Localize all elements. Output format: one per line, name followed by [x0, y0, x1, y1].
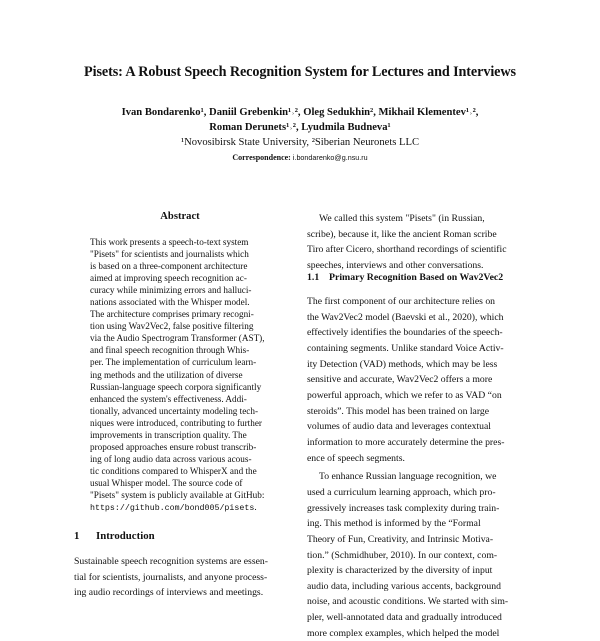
text-line: Sustainable speech recognition systems are essen- [74, 556, 268, 567]
text-line: Theory of Fun, Creativity, and Intrinsic Motiva- [307, 533, 494, 545]
right-column-paragraph-1 [307, 211, 533, 274]
section-number: 1 [74, 530, 80, 542]
period: . [254, 502, 257, 513]
github-link[interactable]: https://github.com/bond005/pisets [90, 504, 255, 514]
text-line: This work presents a speech-to-text system [90, 237, 249, 247]
abstract-heading: Abstract [160, 211, 200, 222]
correspondence-email: i.bondarenko@g.nsu.ru [292, 153, 368, 162]
text-line: audio data, including various accents, background [307, 580, 501, 592]
text-line: niques were introduced, contributing to further [90, 417, 262, 428]
text-line: We called this system "Pisets" (in Russian, [319, 213, 485, 224]
text-line: ing audio recordings of interviews and meetings. [74, 587, 264, 599]
text-line: aimed at improving speech recognition ac- [90, 273, 247, 284]
text-line: enhanced the system's effectiveness. Addi- [90, 393, 247, 404]
text-line: ing methods and the utilization of diverse [90, 369, 243, 380]
subsection-title: Primary Recognition Based on Wav2Vec2 [329, 272, 504, 283]
authors-line-1: Ivan Bondarenko¹, Daniil Grebenkin¹˒², Oleg Sedukhin², Mikhail Klementev¹˒², [121, 107, 479, 118]
text-line: Tiro after Cicero, shorthand recordings of scientific [307, 244, 507, 256]
text-line: "Pisets" for scientists and journalists which [90, 249, 249, 260]
text-line: effectively identifies the boundaries of the speech- [307, 327, 503, 339]
text-line: The first component of our architecture relies on [307, 296, 496, 307]
section-title: Introduction [96, 530, 155, 542]
text-line: the Wav2Vec2 model (Baevski et al., 2020), which [307, 311, 504, 323]
text-line: Russian-language speech corpora significantly [90, 381, 262, 392]
text-line: usual Whisper model. The source code of [90, 477, 243, 488]
text-line: "Pisets" system is publicly available at GitHub: [90, 489, 265, 500]
text-line: ing of long audio data across various acous- [90, 453, 252, 464]
text-line: improvements in transcription quality. The [90, 429, 247, 440]
text-line: sensitive and accurate, Wav2Vec2 offers a more [307, 374, 493, 386]
text-line: per. The implementation of curriculum learn- [90, 357, 257, 368]
text-line: tial for scientists, journalists, and anyone process- [74, 571, 268, 583]
text-line: is based on a three-component architecture [90, 261, 248, 272]
text-line: nations associated with the Whisper model. [90, 297, 250, 308]
introduction-body [74, 554, 299, 601]
correspondence [0, 153, 600, 162]
authors-line-2: Roman Derunets¹˒², Lyudmila Budneva¹ [209, 122, 391, 133]
text-line: noise, and acoustic conditions. We started with sim- [307, 596, 509, 608]
text-line: speeches, interviews and other conversations. [307, 259, 484, 271]
text-line: used a curriculum learning approach, which pro- [307, 486, 496, 498]
text-line: steroids”. This model has been trained on large [307, 405, 490, 417]
text-line: tion using Wav2Vec2, false positive filtering [90, 321, 254, 332]
text-line [90, 501, 276, 515]
text-line: and final speech recognition through Whis- [90, 345, 250, 356]
subsection-number: 1.1 [307, 272, 320, 283]
text-line: containing segments. Unlike standard Voice Activ- [307, 342, 504, 354]
text-line: proposed approaches ensure robust transcrib- [90, 441, 257, 452]
text-line: via the Audio Spectrogram Transformer (AST), [90, 333, 265, 344]
text-line: tic conditions compared to WhisperX and the [90, 465, 257, 476]
paper-title: Pisets: A Robust Speech Recognition System for Lectures and Interviews [84, 64, 516, 80]
text-line: To enhance Russian language recognition, we [319, 471, 497, 483]
text-line: ence of speech segments. [307, 452, 405, 464]
text-line: plexity is characterized by the diversity of input [307, 565, 493, 577]
right-column-paragraphs [307, 294, 533, 641]
subsection-heading [307, 272, 503, 283]
text-line: scribe), because it, like the ancient Roman scribe [307, 228, 497, 240]
text-line: more complex examples, which helped the model [307, 627, 500, 639]
affiliations: ¹Novosibirsk State University, ²Siberian Neuronets LLC [180, 137, 420, 148]
text-line: tion.” (Schmidhuber, 2010). In our context, com- [307, 549, 498, 561]
text-line: information to more accurately determine the pres- [307, 436, 505, 448]
text-line: The architecture comprises primary recogni- [90, 309, 254, 320]
text-line: powerful approach, which we refer to as VAD “on [307, 389, 502, 401]
text-line: gressively increases task complexity during train- [307, 502, 500, 514]
text-line: volumes of audio data and leverages contextual [307, 421, 491, 433]
text-line: curacy while minimizing errors and halluci- [90, 285, 252, 296]
correspondence-label: Correspondence: [232, 153, 291, 162]
text-line: ity Detection (VAD) methods, which may be less [307, 358, 498, 370]
text-line: ing. This method is informed by the “Formal [307, 518, 481, 530]
abstract-body [90, 236, 276, 515]
text-line: pler, well-annotated data and gradually introduced [307, 612, 502, 624]
section-heading [74, 530, 155, 542]
text-line: tionally, advanced uncertainty modeling tech- [90, 405, 259, 416]
